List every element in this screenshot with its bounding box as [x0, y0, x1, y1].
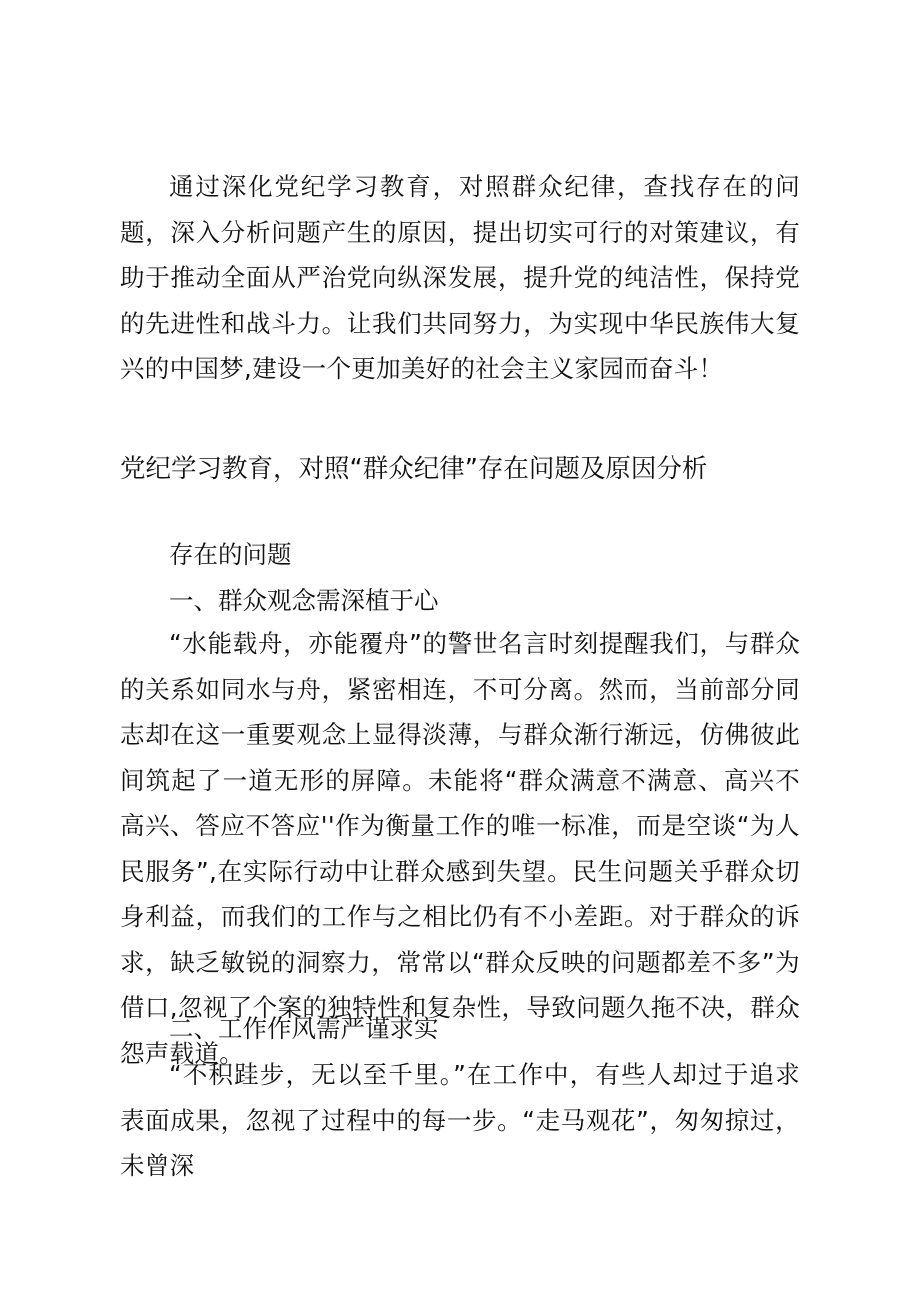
item-paragraph-2: “不积跬步，无以至千里。”在工作中，有些人却过于追求表面成果，忽视了过程中的每一步。“走马观花”，匆匆掠过，未曾深 — [120, 1060, 800, 1180]
intro-paragraph: 通过深化党纪学习教育，对照群众纪律，查找存在的问题，深入分析问题产生的原因，提出切实可行的对策建议，有助于推动全面从严治党向纵深发展，提升党的纯洁性，保持党的先进性和战斗力。让我们共同努力，为实现中华民族伟大复兴的中国梦,建设一个更加美好的社会主义家园而奋斗！ — [120, 172, 800, 383]
item-heading-1: 一、群众观念需深植于心 — [169, 586, 439, 615]
item-heading-2: 二、工作作风需严谨求实 — [169, 1014, 439, 1043]
section-heading-issues: 存在的问题 — [169, 540, 292, 569]
document-title: 党纪学习教育，对照“群众纪律”存在问题及原因分析 — [120, 454, 708, 484]
item-paragraph-1: “水能载舟，亦能覆舟”的警世名言时刻提醒我们，与群众的关系如同水与舟，紧密相连，不可分离。然而，当前部分同志却在这一重要观念上显得淡薄，与群众渐行渐远，仿佛彼此间筑起了一道无形的屏障。未能将“群众满意不满意、高兴不高兴、答应不答应''作为衡量工作的唯一标准，而是空谈“为人民服务”,在实际行动中让群众感到失望。民生问题关乎群众切身利益，而我们的工作与之相比仍有不小差距。对于群众的诉求，缺乏敏锐的洞察力，常常以“群众反映的问题都差不多”为借口,忽视了个案的独特性和复杂性，导致问题久拖不决，群众怨声载道。 — [120, 629, 800, 1068]
